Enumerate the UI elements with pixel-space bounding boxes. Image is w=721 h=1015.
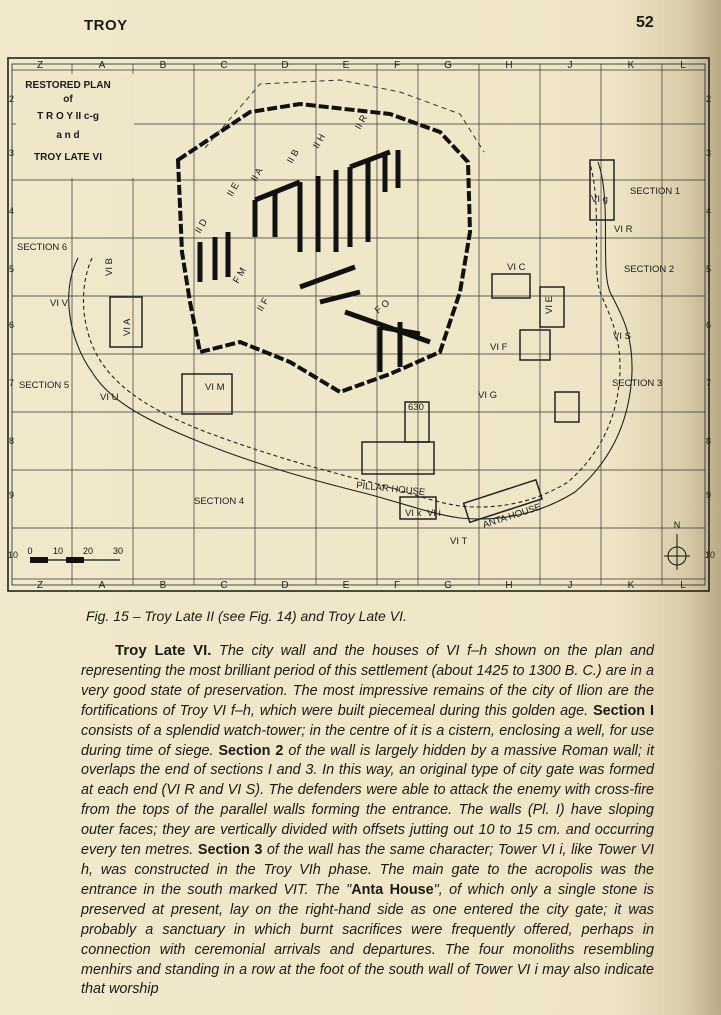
col-label-bottom: G: [444, 580, 452, 591]
inline-bold: Anta: [351, 881, 384, 898]
col-label-bottom: H: [505, 580, 513, 591]
text-run: consists of a splendid watch-tower; in the: [81, 722, 346, 739]
col-label-bottom: D: [281, 580, 289, 591]
text-run: (VI R and VI S). The defenders were able to attack the enemy with cross-fire from: [81, 782, 654, 819]
map-label: II D: [193, 217, 210, 236]
scale-label: 30: [112, 546, 124, 556]
inline-bold: Section I: [593, 702, 655, 719]
map-label: VI V: [50, 298, 68, 309]
map-label: SECTION 1: [630, 186, 681, 197]
map-label: F M: [231, 265, 249, 286]
col-label-top: E: [342, 60, 350, 71]
col-label-bottom: E: [342, 580, 350, 591]
row-label-right: 8: [706, 436, 712, 446]
col-label-bottom: C: [220, 580, 228, 591]
legend-line: a n d: [56, 130, 80, 141]
figure-caption: Fig. 15 – Troy Late II (see Fig. 14) and Troy Late VI.: [86, 608, 407, 624]
row-label-right: 3: [706, 148, 712, 158]
text-run: of the wall has the same character;: [262, 842, 494, 859]
text-run: sections I and 3. In this way, an original type of city gate was formed at each end: [81, 762, 655, 799]
map-label: II B: [285, 147, 302, 166]
north-label: N: [673, 520, 681, 530]
row-label-right: 10: [705, 550, 716, 560]
col-label-top: F: [393, 60, 401, 71]
text-run: centre of it is a cistern, enclosing a well, for use during time of siege.: [81, 722, 654, 759]
map-label: PILLAR HOUSE: [355, 480, 426, 499]
col-label-top: H: [505, 60, 513, 71]
col-label-top: A: [98, 60, 106, 71]
col-label-top: D: [281, 60, 289, 71]
row-label-right: 7: [706, 378, 712, 388]
map-label: II F: [255, 296, 272, 314]
map-label: SECTION 4: [194, 496, 245, 507]
col-label-top: K: [627, 60, 635, 71]
legend-line: TROY LATE VI: [34, 152, 102, 163]
map-label: 630: [408, 402, 424, 413]
row-label-right: 6: [706, 320, 712, 330]
map-label: VI C: [507, 262, 526, 273]
text-run: ", of which only a single stone is preserved at present, lay on the: [81, 881, 654, 918]
text-run: right-hand side as one entered the city gate; it was probably a sanctuary in which: [81, 901, 654, 938]
running-title: TROY: [84, 17, 128, 34]
text-run: and representing the most brilliant period of this settlement (about 1425 to 1300: [81, 643, 654, 679]
col-label-bottom: L: [680, 580, 686, 591]
inline-bold: Section 3: [197, 842, 263, 859]
text-run: arrivals and departures. The four monoliths resembling menhirs and standing in: [81, 941, 654, 978]
text-run: occurring every ten metres.: [81, 822, 654, 859]
row-label-left: 8: [9, 436, 15, 446]
inline-bold: House: [389, 881, 434, 898]
text-run: the city of Ilion are the fortifications of Troy VI f–h, which were built piecemeal: [81, 682, 655, 719]
inline-bold: Section 2: [218, 742, 284, 759]
row-label-left: 9: [9, 490, 15, 500]
col-label-top: B: [159, 60, 167, 71]
row-label-left: 10: [8, 550, 19, 560]
map-label: II R: [353, 113, 370, 132]
row-label-right: 9: [706, 490, 712, 500]
col-label-bottom: K: [627, 580, 635, 591]
col-label-top: G: [444, 60, 452, 71]
map-label: ANTA HOUSE: [481, 501, 543, 531]
troy-ii-wall: [178, 104, 470, 392]
text-run: outer faces; they are vertically divided with offsets jutting out 10 to 15 cm. and: [81, 822, 590, 839]
row-label-right: 2: [706, 94, 712, 104]
map-label: VI U: [100, 392, 119, 403]
legend-line: T R O Y II c-g: [37, 111, 99, 122]
row-label-right: 5: [706, 264, 712, 274]
col-label-top: J: [567, 60, 573, 71]
row-label-left: 6: [9, 320, 15, 330]
map-label: SECTION 3: [612, 378, 663, 389]
map-label: VI k: [405, 508, 422, 519]
scale-label: 20: [82, 546, 94, 556]
map-label: II A: [249, 166, 266, 184]
map-label: II E: [225, 180, 242, 199]
text-run: burnt sacrifices were frequently offered, perhaps in connection with ceremonial: [81, 921, 654, 958]
map-label: VI g: [591, 194, 608, 205]
legend-line: RESTORED PLAN: [25, 80, 111, 91]
restored-plan-map: [0, 52, 721, 596]
scale-label: 0: [27, 546, 33, 556]
map-label: VI B: [104, 258, 115, 276]
page-number: 52: [636, 14, 654, 31]
map-label: VI A: [122, 318, 133, 336]
map-label: SECTION 6: [17, 242, 68, 253]
col-label-bottom: Z: [36, 580, 44, 591]
col-label-bottom: B: [159, 580, 167, 591]
legend-line: of: [63, 94, 73, 105]
text-run: gate to the acropolis was the entrance in the south marked VIT. The ": [81, 861, 654, 898]
text-run: Tower VI i, like Tower VI h, was constructed in the Troy VIh phase. The main: [81, 842, 655, 878]
map-label: VI R: [614, 224, 633, 235]
north-arrow-icon: [664, 520, 690, 570]
row-label-left: 7: [9, 378, 15, 388]
row-label-left: 5: [9, 264, 15, 274]
section-heading: Troy Late VI.: [115, 642, 212, 659]
text-run: during this golden age.: [439, 702, 589, 719]
row-label-right: 4: [706, 206, 712, 216]
map-label: VI E: [544, 296, 555, 314]
map-label: II H: [311, 132, 328, 151]
col-label-bottom: J: [567, 580, 573, 591]
row-label-left: 3: [9, 148, 15, 158]
row-label-left: 2: [9, 94, 15, 104]
map-label: VI M: [205, 382, 225, 393]
scale-label: 10: [52, 546, 64, 556]
col-label-bottom: F: [393, 580, 401, 591]
text-run: The city wall and the houses of VI f–h shown on the plan: [211, 643, 623, 659]
map-label: F O: [372, 297, 393, 317]
text-run: of the wall is largely hidden by a massive Roman wall; it overlaps the end of: [81, 742, 655, 779]
text-run: a row at the foot of the south wall of Tower VI i may also indicate that worship: [81, 961, 655, 998]
row-label-left: 4: [9, 206, 15, 216]
col-label-top: Z: [36, 60, 44, 71]
map-label: SECTION 5: [19, 380, 70, 391]
article-body: [81, 641, 654, 1000]
house-outlines: [110, 160, 614, 522]
col-label-bottom: A: [98, 580, 106, 591]
map-label: SECTION 2: [624, 264, 675, 275]
col-label-top: C: [220, 60, 228, 71]
map-label: VI F: [490, 342, 508, 353]
map-label: VI G: [478, 390, 498, 401]
col-label-top: L: [680, 60, 686, 71]
text-run: B. C.) are in a very good state of preservation. The most impressive remains of: [81, 662, 654, 699]
map-label: VI S: [613, 331, 631, 342]
scale-bar: [27, 546, 123, 563]
map-label: VI T: [450, 536, 468, 547]
text-run: the tops of the parallel walls forming the entrance. The walls (Pl. I) have sloping: [116, 802, 654, 819]
map-label: VI i: [427, 508, 441, 519]
